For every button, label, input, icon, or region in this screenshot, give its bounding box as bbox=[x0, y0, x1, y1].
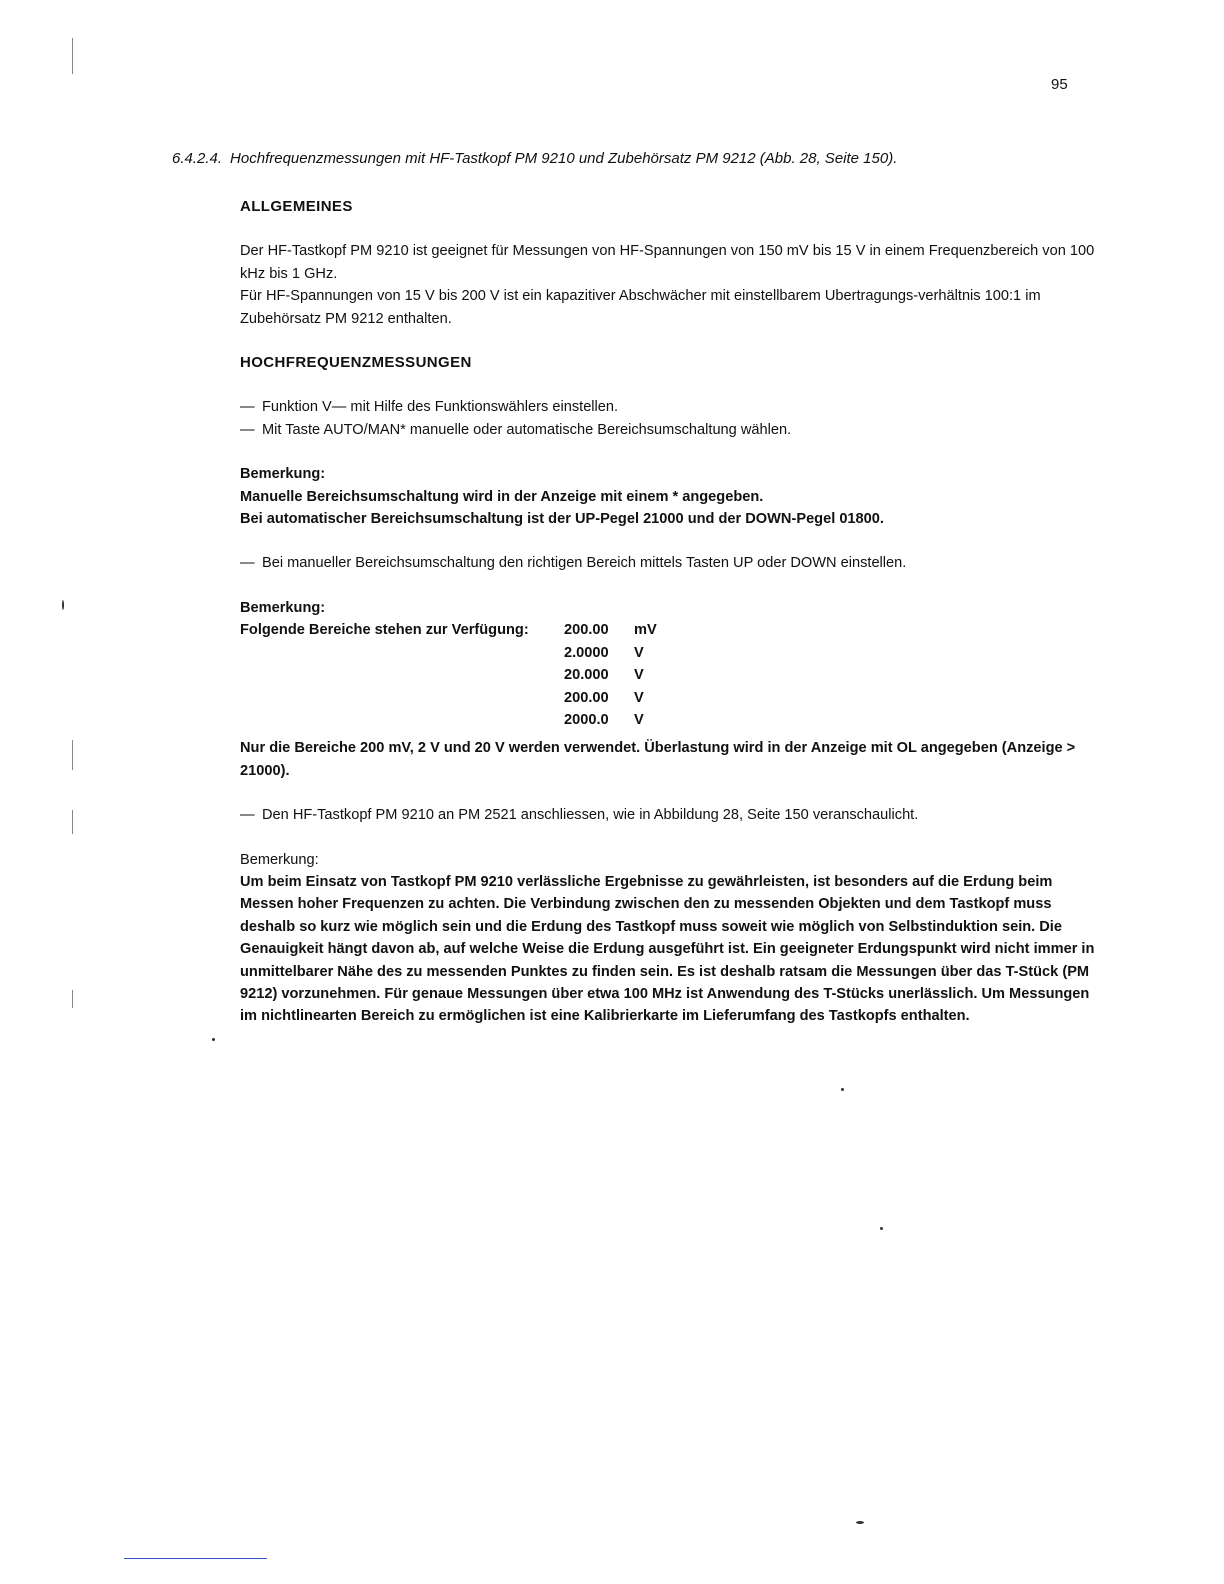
scan-speck bbox=[212, 1038, 215, 1041]
range-value: 20.000 bbox=[564, 667, 609, 684]
hf-heading: HOCHFREQUENZMESSUNGEN bbox=[240, 354, 472, 372]
range-row bbox=[564, 709, 657, 731]
ranges-block bbox=[240, 619, 1100, 731]
range-unit: mV bbox=[634, 622, 657, 639]
margin-mark bbox=[72, 990, 73, 1008]
note-label: Bemerkung: bbox=[240, 851, 319, 868]
page-number: 95 bbox=[1051, 76, 1068, 93]
ranges-list bbox=[564, 619, 657, 731]
step-item: — Funktion V— mit Hilfe des Funktionswählers einstellen. bbox=[240, 396, 1100, 418]
note-label: Bemerkung: bbox=[240, 466, 326, 483]
note-line: Manuelle Bereichsumschaltung wird in der Anzeige mit einem * angegeben. bbox=[240, 488, 764, 505]
step-item: — Bei manueller Bereichsumschaltung den richtigen Bereich mittels Tasten UP oder DOWN einstellen. bbox=[240, 552, 1100, 574]
range-unit: V bbox=[634, 667, 644, 684]
section-number: 6.4.2.4. bbox=[172, 150, 223, 167]
margin-mark bbox=[72, 810, 73, 834]
range-unit: V bbox=[634, 689, 644, 706]
range-unit: V bbox=[634, 644, 644, 661]
range-row bbox=[564, 664, 657, 686]
note-label: Bemerkung: bbox=[240, 599, 326, 616]
step-item: — Mit Taste AUTO/MAN* manuelle oder automatische Bereichsumschaltung wählen. bbox=[240, 419, 1100, 441]
margin-mark bbox=[72, 740, 73, 770]
scan-speck bbox=[856, 1521, 864, 1524]
footer-rule bbox=[124, 1558, 267, 1559]
document-body bbox=[240, 196, 1100, 1028]
range-row bbox=[564, 642, 657, 664]
margin-mark bbox=[72, 38, 73, 74]
general-heading: ALLGEMEINES bbox=[240, 198, 353, 215]
scan-speck bbox=[880, 1227, 883, 1230]
range-value: 200.00 bbox=[564, 622, 609, 639]
range-row bbox=[564, 619, 657, 641]
general-paragraph-1: Der HF-Tastkopf PM 9210 ist geeignet für Messungen von HF-Spannungen von 150 mV bis 15 V in einem Frequenzbereich von 100 kHz bis 1 GHz. bbox=[240, 243, 1095, 282]
general-paragraph-2: Für HF-Spannungen von 15 V bis 200 V ist ein kapazitiver Abschwächer mit einstellbarem Ubertragungs-verhältnis 100:1 im Zubehörsatz PM 9212 enthalten. bbox=[240, 288, 1041, 327]
note-text: Um beim Einsatz von Tastkopf PM 9210 verlässliche Ergebnisse zu gewährleisten, ist besonders auf die Erdung beim Messen hoher Frequenzen zu achten. Die Verbindung zwischen den zu messenden Objekten und dem Tastkopf muss deshalb so kurz wie möglich sein und die Erdung des Tastkopf muss soweit wie möglich von Selbstinduktion sein. Die Genauigkeit hängt davon ab, auf welche Weise die Erdung ausgeführt ist. Ein geeigneter Erdungspunkt wird nicht immer in unmittelbarer Nähe des zu messenden Punktes zu finden sein. Es ist deshalb ratsam die Messungen über das T-Stück (PM 9212) vorzunehmen. Für genaue Messungen über etwa 100 MHz ist Anwendung des T-Stücks unerlässlich. Um Messungen im nichtlinearten Bereich zu ermöglichen ist eine Kalibrierkarte im Lieferumfang des Tastkopfs enthalten. bbox=[240, 873, 1095, 1025]
note-line: Bei automatischer Bereichsumschaltung ist der UP-Pegel 21000 und der DOWN-Pegel 01800. bbox=[240, 511, 884, 528]
range-value: 2000.0 bbox=[564, 711, 609, 728]
ranges-conclusion: Nur die Bereiche 200 mV, 2 V und 20 V werden verwendet. Überlastung wird in der Anzeige mit OL angegeben (Anzeige > 21000). bbox=[240, 740, 1076, 779]
range-value: 2.0000 bbox=[564, 644, 609, 661]
range-value: 200.00 bbox=[564, 689, 609, 706]
range-row bbox=[564, 687, 657, 709]
scan-speck bbox=[841, 1088, 844, 1091]
ranges-label: Folgende Bereiche stehen zur Verfügung: bbox=[240, 622, 529, 639]
range-unit: V bbox=[634, 711, 644, 728]
section-heading bbox=[172, 150, 897, 167]
step-item: — Den HF-Tastkopf PM 9210 an PM 2521 anschliessen, wie in Abbildung 28, Seite 150 veranschaulicht. bbox=[240, 804, 1100, 826]
scan-speck bbox=[62, 600, 64, 610]
section-title: Hochfrequenzmessungen mit HF-Tastkopf PM 9210 und Zubehörsatz PM 9212 (Abb. 28, Seite 150). bbox=[230, 150, 898, 167]
